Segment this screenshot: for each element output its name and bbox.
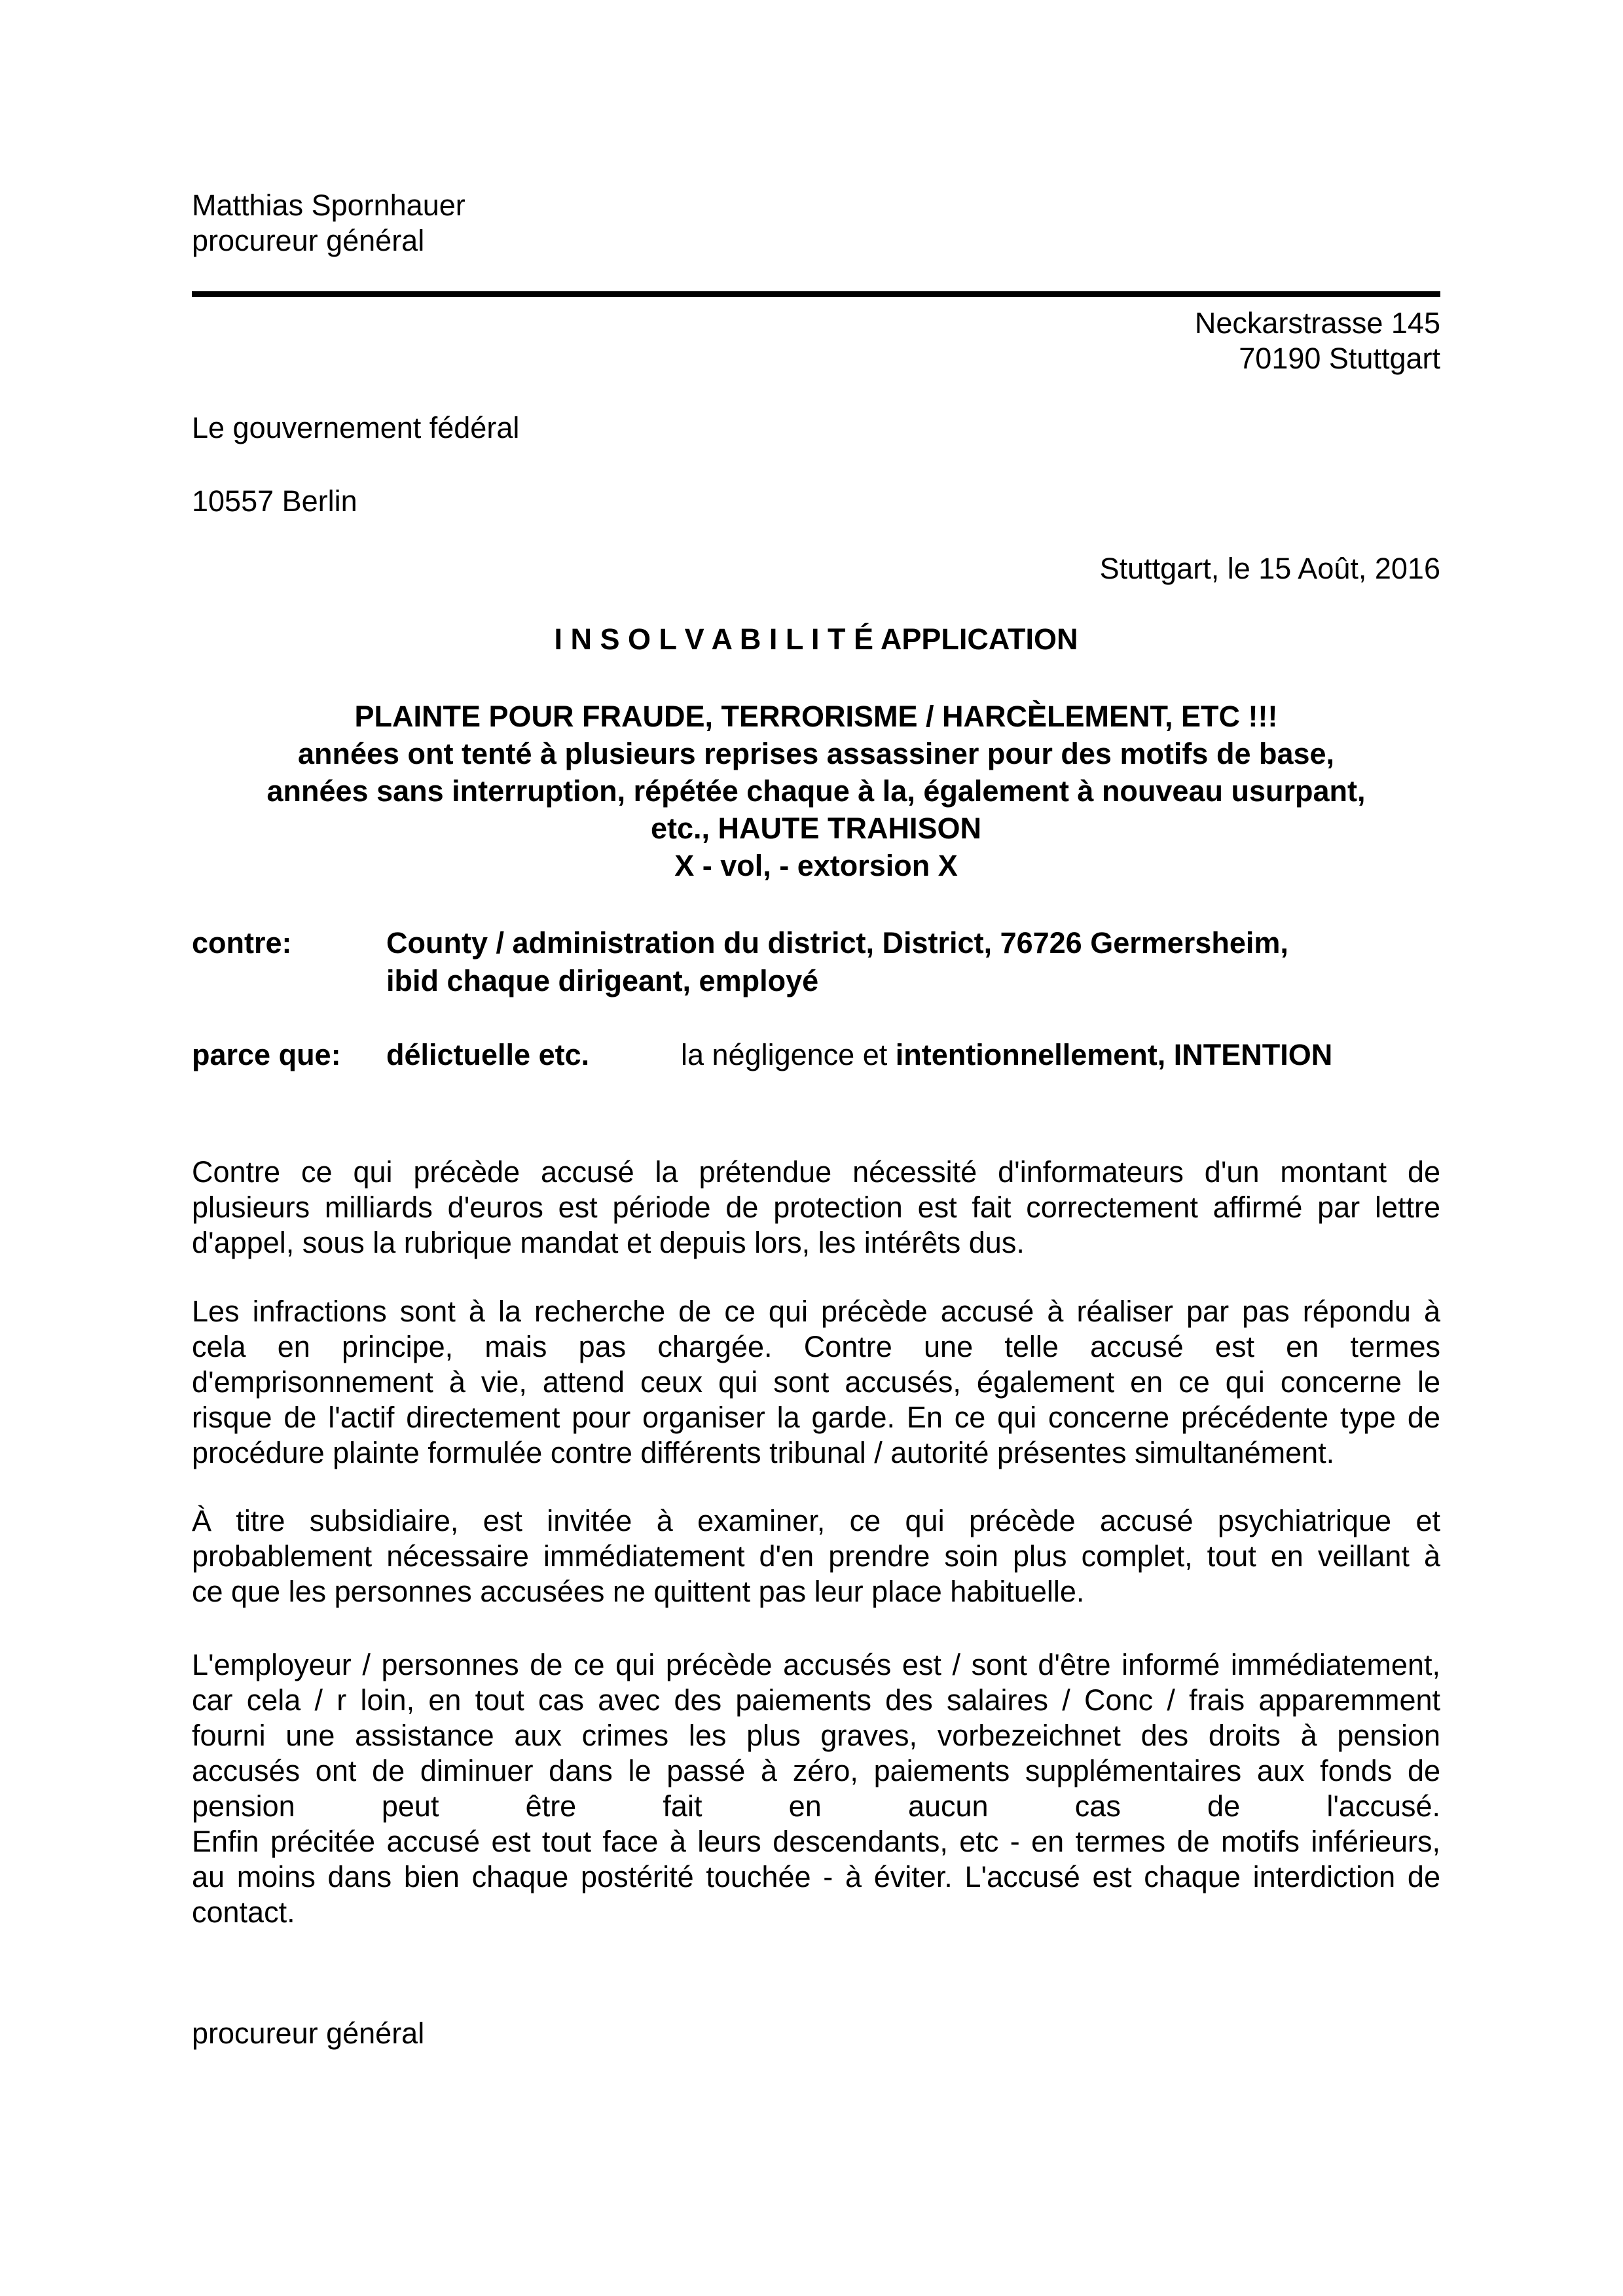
subject-line-5: X - vol, - extorsion X: [674, 849, 958, 882]
paragraph-2-line: Les infractions sont à la recherche de ce qui précède accusé à réaliser par pas répondu à: [192, 1295, 1440, 1328]
subject-line-1: PLAINTE POUR FRAUDE, TERRORISME / HARCÈLEMENT, ETC !!!: [354, 700, 1278, 733]
document-title-block: [192, 622, 1440, 657]
paragraph-3-line: probablement nécessaire immédiatement d'en prendre soin plus complet, tout en veillant à: [192, 1539, 1440, 1573]
paragraph-4-line: Enfin précitée accusé est tout face à leurs descendants, etc - en termes de motifs inférieurs,: [192, 1825, 1440, 1858]
date-block: [192, 551, 1440, 586]
paragraph-2-line: cela en principe, mais pas chargée. Contre une telle accusé est en termes: [192, 1330, 1440, 1363]
document-title: I N S O L V A B I L I T É APPLICATION: [554, 622, 1078, 656]
letter-content: [192, 0, 1440, 2051]
contre-label-col: [192, 924, 386, 1000]
paragraph-4-line: pension peut être fait en aucun cas de l'accusé.: [192, 1789, 1440, 1823]
paragraph-3-line: ce que les personnes accusées ne quittent pas leur place habituelle.: [192, 1575, 1085, 1608]
paragraph-1: [192, 1155, 1440, 1261]
parce-que-regular: la négligence et: [681, 1038, 896, 1071]
sender-block: [192, 188, 1440, 259]
paragraph-2-line: procédure plainte formulée contre différents tribunal / autorité présentes simultanément.: [192, 1436, 1335, 1469]
paragraph-1-line: plusieurs milliards d'euros est période de protection est fait correctement affirmé par lettre: [192, 1191, 1440, 1224]
contre-line-1: County / administration du district, District, 76726 Germersheim,: [386, 926, 1288, 960]
subject-line-3: années sans interruption, répétée chaque à la, également à nouveau usurpant,: [266, 774, 1366, 808]
paragraph-4: [192, 1647, 1440, 1930]
subject-block: [192, 698, 1440, 884]
date-line: Stuttgart, le 15 Août, 2016: [1099, 552, 1440, 585]
paragraph-1-line: Contre ce qui précède accusé la prétendue nécessité d'informateurs d'un montant de: [192, 1155, 1440, 1189]
parce-que-value-col: [386, 1037, 1440, 1073]
sender-address-block: [192, 306, 1440, 376]
paragraph-4-line: au moins dans bien chaque postérité touchée - à éviter. L'accusé est chaque interdiction de: [192, 1860, 1440, 1893]
subject-line-2: années ont tenté à plusieurs reprises assassiner pour des motifs de base,: [297, 737, 1335, 770]
paragraph-4-line: accusés ont de diminuer dans le passé à zéro, paiements supplémentaires aux fonds de: [192, 1754, 1440, 1787]
contre-block: [192, 924, 1440, 1000]
paragraph-4-line: contact.: [192, 1895, 295, 1929]
parce-que-block: [192, 1037, 1440, 1073]
recipient-city: 10557 Berlin: [192, 484, 357, 518]
parce-que-line: [386, 1037, 1440, 1073]
contre-line-2: ibid chaque dirigeant, employé: [386, 964, 819, 997]
header-divider-rule: [192, 291, 1440, 297]
subject-line-4: etc., HAUTE TRAHISON: [650, 812, 982, 845]
sender-role: procureur général: [192, 224, 425, 257]
paragraph-1-line: d'appel, sous la rubrique mandat et depuis lors, les intérêts dus.: [192, 1226, 1025, 1259]
paragraph-2-line: risque de l'actif directement pour organiser la garde. En ce qui concerne précédente type de: [192, 1401, 1440, 1434]
sender-city: 70190 Stuttgart: [1239, 342, 1440, 375]
paragraph-4-line: fourni une assistance aux crimes les plus graves, vorbezeichnet des droits à pension: [192, 1719, 1440, 1752]
parce-que-label-col: [192, 1037, 386, 1073]
contre-value-col: [386, 924, 1440, 1000]
closing-block: [192, 2016, 1440, 2051]
recipient-name: Le gouvernement fédéral: [192, 411, 520, 444]
contre-label: contre:: [192, 926, 292, 960]
parce-que-bold-2: intentionnellement, INTENTION: [895, 1038, 1333, 1071]
closing-signature: procureur général: [192, 2017, 425, 2050]
paragraph-3-line: À titre subsidiaire, est invitée à examiner, ce qui précède accusé psychiatrique et: [192, 1504, 1440, 1537]
recipient-city-block: [192, 484, 1440, 519]
sender-street: Neckarstrasse 145: [1194, 306, 1440, 340]
sender-name: Matthias Spornhauer: [192, 188, 465, 222]
paragraph-2: [192, 1294, 1440, 1471]
parce-que-bold-1: délictuelle etc.: [386, 1038, 590, 1071]
recipient-name-block: [192, 410, 1440, 446]
paragraph-4-line: car cela / r loin, en tout cas avec des paiements des salaires / Conc / frais apparemment: [192, 1683, 1440, 1717]
paragraph-2-line: d'emprisonnement à vie, attend ceux qui sont accusés, également en ce qui concerne le: [192, 1365, 1440, 1399]
parce-que-label: parce que:: [192, 1038, 341, 1071]
paragraph-4-line: L'employeur / personnes de ce qui précède accusés est / sont d'être informé immédiatement,: [192, 1648, 1440, 1681]
paragraph-3: [192, 1503, 1440, 1609]
